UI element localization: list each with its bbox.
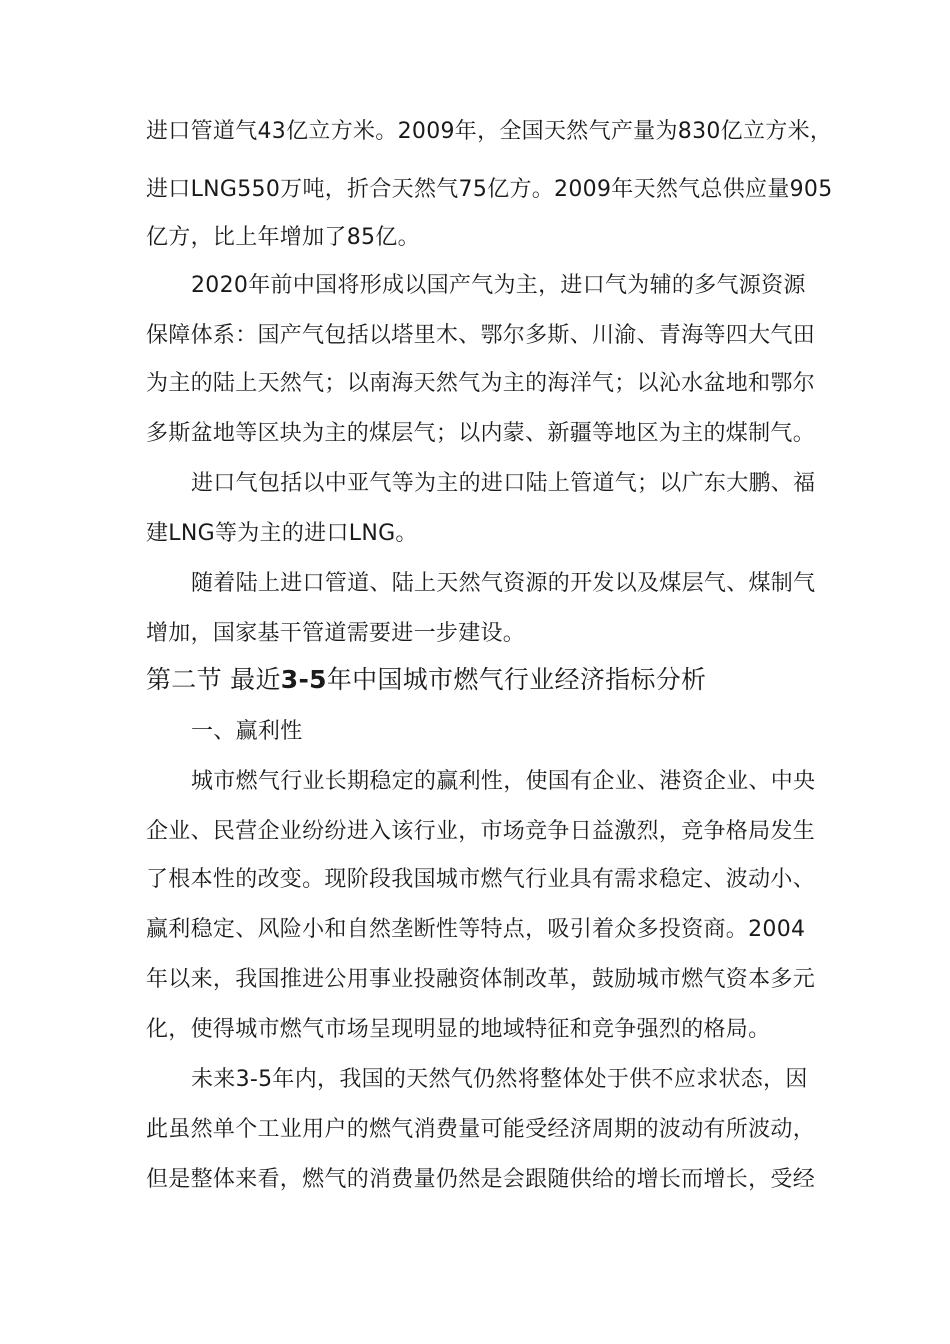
section-heading-number: 3-5 (280, 665, 327, 694)
paragraph-line: 随着陆上进口管道、陆上天然气资源的开发以及煤层气、煤制气 (191, 571, 816, 596)
paragraph-line: 多斯盆地等区块为主的煤层气；以内蒙、新疆等地区为主的煤制气。 (146, 421, 816, 446)
paragraph-line: 化，使得城市燃气市场呈现明显的地域特征和竞争强烈的格局。 (146, 1017, 771, 1042)
paragraph-line: 为主的陆上天然气；以南海天然气为主的海洋气；以沁水盆地和鄂尔 (146, 371, 816, 396)
paragraph-line: 增加，国家基干管道需要进一步建设。 (146, 621, 526, 646)
paragraph-line: 进口LNG550万吨，折合天然气75亿方。2009年天然气总供应量905 (146, 177, 833, 202)
section-heading (146, 662, 706, 698)
subheading: 一、赢利性 (191, 719, 303, 744)
paragraph-line: 此虽然单个工业用户的燃气消费量可能受经济周期的波动有所波动， (146, 1117, 816, 1142)
paragraph-line: 亿方，比上年增加了85亿。 (146, 225, 420, 250)
paragraph-line: 保障体系：国产气包括以塔里木、鄂尔多斯、川渝、青海等四大气田 (146, 323, 816, 348)
paragraph-line: 建LNG等为主的进口LNG。 (146, 521, 418, 546)
paragraph-line: 2020年前中国将形成以国产气为主，进口气为辅的多气源资源 (191, 273, 806, 298)
paragraph-line: 进口管道气43亿立方米。2009年，全国天然气产量为830亿立方米， (146, 119, 833, 144)
paragraph-line: 但是整体来看，燃气的消费量仍然是会跟随供给的增长而增长，受经 (146, 1167, 816, 1192)
paragraph-line: 进口气包括以中亚气等为主的进口陆上管道气；以广东大鹏、福 (191, 471, 816, 496)
paragraph-line: 赢利稳定、风险小和自然垄断性等特点，吸引着众多投资商。2004 (146, 917, 806, 942)
paragraph-line: 未来3-5年内，我国的天然气仍然将整体处于供不应求状态，因 (191, 1067, 808, 1092)
paragraph-line: 企业、民营企业纷纷进入该行业，市场竞争日益激烈，竞争格局发生 (146, 819, 816, 844)
paragraph-line: 城市燃气行业长期稳定的赢利性，使国有企业、港资企业、中央 (191, 769, 816, 794)
section-heading-suffix: 年中国城市燃气行业经济指标分析 (326, 665, 707, 694)
paragraph-line: 年以来，我国推进公用事业投融资体制改革，鼓励城市燃气资本多元 (146, 967, 816, 992)
paragraph-line: 了根本性的改变。现阶段我国城市燃气行业具有需求稳定、波动小、 (146, 867, 816, 892)
section-heading-prefix: 第二节 最近 (146, 665, 281, 694)
